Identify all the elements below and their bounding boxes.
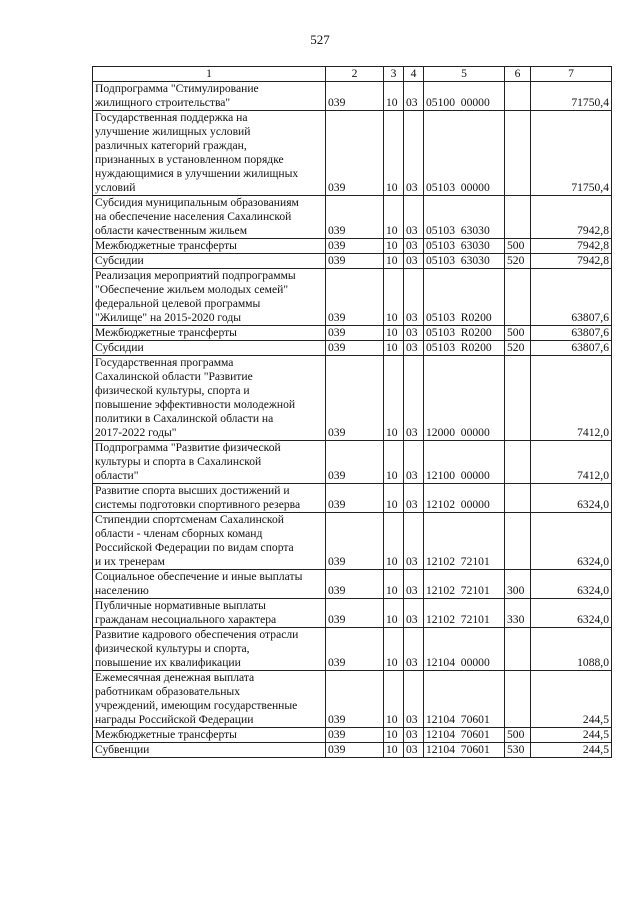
cell-name: Субсидии [93, 341, 326, 356]
cell-target-article: 12100 00000 [424, 441, 505, 484]
table-row [93, 484, 612, 513]
cell-subsection: 03 [404, 628, 424, 671]
cell-expense-type [505, 196, 531, 239]
cell-section: 10 [384, 239, 404, 254]
cell-amount: 6324,0 [531, 599, 612, 628]
cell-name: Субвенции [93, 743, 326, 758]
cell-section: 10 [384, 743, 404, 758]
cell-name: Государственная программа Сахалинской области "Развитие физической культуры, спорта и повышение эффективности молодежной политики в Сахалинской области на 2017-2022 годы" [93, 356, 326, 441]
cell-target-article: 05103 R0200 [424, 326, 505, 341]
cell-section: 10 [384, 728, 404, 743]
cell-name: Социальное обеспечение и иные выплаты населению [93, 570, 326, 599]
cell-target-article: 05103 R0200 [424, 269, 505, 326]
cell-amount: 71750,4 [531, 82, 612, 111]
cell-section: 10 [384, 599, 404, 628]
cell-amount: 7942,8 [531, 254, 612, 269]
cell-target-article: 05103 63030 [424, 254, 505, 269]
cell-target-article: 12104 70601 [424, 671, 505, 728]
cell-amount: 71750,4 [531, 111, 612, 196]
cell-subsection: 03 [404, 82, 424, 111]
cell-subsection: 03 [404, 599, 424, 628]
cell-grbs: 039 [326, 326, 384, 341]
cell-section: 10 [384, 513, 404, 570]
header-row [93, 67, 612, 82]
cell-expense-type: 520 [505, 254, 531, 269]
cell-name: Межбюджетные трансферты [93, 728, 326, 743]
cell-section: 10 [384, 82, 404, 111]
cell-name: Ежемесячная денежная выплата работникам образовательных учреждений, имеющим государственные награды Российской Федерации [93, 671, 326, 728]
cell-grbs: 039 [326, 341, 384, 356]
header-col-7: 7 [531, 67, 612, 82]
table-row [93, 341, 612, 356]
cell-expense-type [505, 513, 531, 570]
cell-target-article: 12102 72101 [424, 599, 505, 628]
cell-expense-type [505, 671, 531, 728]
table-row [93, 599, 612, 628]
cell-subsection: 03 [404, 513, 424, 570]
header-col-6: 6 [505, 67, 531, 82]
table-row [93, 196, 612, 239]
page-number: 527 [310, 32, 330, 47]
cell-name: Подпрограмма "Стимулирование жилищного строительства" [93, 82, 326, 111]
cell-amount: 1088,0 [531, 628, 612, 671]
table-row [93, 441, 612, 484]
cell-name: Развитие кадрового обеспечения отрасли физической культуры и спорта, повышение их квалификации [93, 628, 326, 671]
table-row [93, 743, 612, 758]
cell-subsection: 03 [404, 269, 424, 326]
cell-name: Субсидии [93, 254, 326, 269]
cell-subsection: 03 [404, 196, 424, 239]
table-row [93, 326, 612, 341]
cell-subsection: 03 [404, 254, 424, 269]
cell-target-article: 05103 63030 [424, 239, 505, 254]
cell-name: Стипендии спортсменам Сахалинской области - членам сборных команд Российской Федерации по видам спорта и их тренерам [93, 513, 326, 570]
cell-target-article: 05103 00000 [424, 111, 505, 196]
cell-subsection: 03 [404, 239, 424, 254]
cell-section: 10 [384, 111, 404, 196]
cell-section: 10 [384, 326, 404, 341]
cell-subsection: 03 [404, 356, 424, 441]
cell-amount: 63807,6 [531, 341, 612, 356]
cell-grbs: 039 [326, 269, 384, 326]
cell-subsection: 03 [404, 441, 424, 484]
cell-target-article: 12104 00000 [424, 628, 505, 671]
cell-expense-type: 500 [505, 728, 531, 743]
cell-target-article: 12104 70601 [424, 743, 505, 758]
cell-target-article: 12102 72101 [424, 513, 505, 570]
cell-subsection: 03 [404, 326, 424, 341]
cell-grbs: 039 [326, 513, 384, 570]
cell-grbs: 039 [326, 441, 384, 484]
cell-expense-type: 300 [505, 570, 531, 599]
cell-expense-type: 520 [505, 341, 531, 356]
cell-amount: 63807,6 [531, 326, 612, 341]
table-row [93, 671, 612, 728]
cell-target-article: 12000 00000 [424, 356, 505, 441]
cell-expense-type: 500 [505, 326, 531, 341]
cell-amount: 244,5 [531, 728, 612, 743]
cell-target-article: 12102 72101 [424, 570, 505, 599]
cell-expense-type [505, 628, 531, 671]
cell-grbs: 039 [326, 111, 384, 196]
cell-expense-type [505, 111, 531, 196]
header-col-1: 1 [93, 67, 326, 82]
cell-subsection: 03 [404, 484, 424, 513]
table-row [93, 82, 612, 111]
header-col-2: 2 [326, 67, 384, 82]
cell-grbs: 039 [326, 728, 384, 743]
header-col-5: 5 [424, 67, 505, 82]
table-row [93, 239, 612, 254]
cell-expense-type [505, 356, 531, 441]
cell-target-article: 12102 00000 [424, 484, 505, 513]
table-row [93, 356, 612, 441]
cell-name: Государственная поддержка на улучшение жилищных условий различных категорий граждан, признанных в установленном порядке нуждающимися в улучшении жилищных условий [93, 111, 326, 196]
cell-section: 10 [384, 196, 404, 239]
cell-target-article: 05103 R0200 [424, 341, 505, 356]
cell-subsection: 03 [404, 743, 424, 758]
table-row [93, 269, 612, 326]
cell-grbs: 039 [326, 196, 384, 239]
cell-amount: 7412,0 [531, 441, 612, 484]
cell-amount: 7942,8 [531, 239, 612, 254]
header-col-4: 4 [404, 67, 424, 82]
cell-section: 10 [384, 269, 404, 326]
cell-section: 10 [384, 441, 404, 484]
cell-subsection: 03 [404, 570, 424, 599]
cell-name: Межбюджетные трансферты [93, 239, 326, 254]
table-row [93, 254, 612, 269]
cell-name: Подпрограмма "Развитие физической культуры и спорта в Сахалинской области" [93, 441, 326, 484]
cell-section: 10 [384, 628, 404, 671]
cell-expense-type: 530 [505, 743, 531, 758]
cell-amount: 6324,0 [531, 513, 612, 570]
table-body [93, 82, 612, 758]
cell-target-article: 05100 00000 [424, 82, 505, 111]
cell-section: 10 [384, 484, 404, 513]
cell-grbs: 039 [326, 254, 384, 269]
budget-table [92, 66, 612, 758]
cell-grbs: 039 [326, 82, 384, 111]
cell-section: 10 [384, 356, 404, 441]
header-col-3: 3 [384, 67, 404, 82]
cell-amount: 7942,8 [531, 196, 612, 239]
cell-grbs: 039 [326, 599, 384, 628]
cell-amount: 6324,0 [531, 570, 612, 599]
cell-section: 10 [384, 341, 404, 356]
cell-section: 10 [384, 254, 404, 269]
cell-name: Публичные нормативные выплаты гражданам несоциального характера [93, 599, 326, 628]
cell-name: Субсидия муниципальным образованиям на обеспечение населения Сахалинской области качественным жильем [93, 196, 326, 239]
cell-expense-type: 330 [505, 599, 531, 628]
cell-subsection: 03 [404, 671, 424, 728]
cell-grbs: 039 [326, 671, 384, 728]
cell-target-article: 05103 63030 [424, 196, 505, 239]
table-row [93, 628, 612, 671]
cell-grbs: 039 [326, 628, 384, 671]
table-row [93, 513, 612, 570]
cell-expense-type [505, 441, 531, 484]
table-row [93, 111, 612, 196]
cell-expense-type [505, 269, 531, 326]
cell-amount: 244,5 [531, 743, 612, 758]
cell-amount: 6324,0 [531, 484, 612, 513]
cell-section: 10 [384, 671, 404, 728]
cell-expense-type [505, 484, 531, 513]
cell-subsection: 03 [404, 728, 424, 743]
cell-target-article: 12104 70601 [424, 728, 505, 743]
cell-expense-type [505, 82, 531, 111]
cell-grbs: 039 [326, 570, 384, 599]
table-row [93, 728, 612, 743]
cell-subsection: 03 [404, 111, 424, 196]
cell-amount: 7412,0 [531, 356, 612, 441]
table-row [93, 570, 612, 599]
cell-name: Межбюджетные трансферты [93, 326, 326, 341]
cell-expense-type: 500 [505, 239, 531, 254]
cell-grbs: 039 [326, 743, 384, 758]
cell-subsection: 03 [404, 341, 424, 356]
cell-name: Развитие спорта высших достижений и системы подготовки спортивного резерва [93, 484, 326, 513]
cell-grbs: 039 [326, 239, 384, 254]
cell-amount: 244,5 [531, 671, 612, 728]
cell-amount: 63807,6 [531, 269, 612, 326]
cell-grbs: 039 [326, 356, 384, 441]
cell-name: Реализация мероприятий подпрограммы "Обеспечение жильем молодых семей" федеральной целевой программы "Жилище" на 2015-2020 годы [93, 269, 326, 326]
cell-section: 10 [384, 570, 404, 599]
cell-grbs: 039 [326, 484, 384, 513]
